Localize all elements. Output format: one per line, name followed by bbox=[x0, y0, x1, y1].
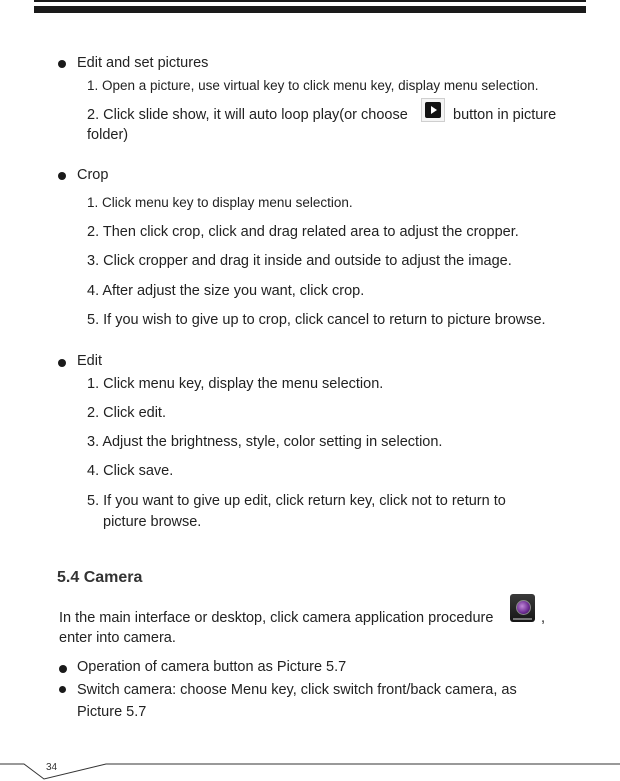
section-heading-camera: 5.4 Camera bbox=[57, 569, 143, 586]
step-text: 1. Click menu key, display the menu selection. bbox=[87, 376, 384, 392]
step-text: folder) bbox=[87, 127, 129, 143]
section-title-edit-set: Edit and set pictures bbox=[77, 55, 209, 71]
step-text: 1. Open a picture, use virtual key to click menu key, display menu selection. bbox=[87, 78, 539, 93]
camera-app-icon bbox=[510, 594, 535, 622]
step-text: 2. Click edit. bbox=[87, 405, 166, 421]
step-text: 1. Click menu key to display menu selection. bbox=[87, 195, 353, 210]
step-text: 5. If you wish to give up to crop, click cancel to return to picture browse. bbox=[87, 312, 546, 328]
step-text: button in picture bbox=[453, 107, 557, 123]
play-icon bbox=[421, 98, 445, 122]
step-text: 3. Click cropper and drag it inside and outside to adjust the image. bbox=[87, 253, 512, 269]
camera-bullet: Operation of camera button as Picture 5.7 bbox=[77, 659, 347, 675]
bullet bbox=[59, 686, 66, 693]
camera-intro-comma: , bbox=[541, 610, 546, 626]
play-icon-bg bbox=[425, 102, 441, 118]
top-rule-thin bbox=[34, 0, 586, 2]
step-text: picture browse. bbox=[103, 514, 202, 530]
section-title-edit: Edit bbox=[77, 353, 102, 369]
step-text: 4. Click save. bbox=[87, 463, 174, 479]
footer-rule bbox=[0, 755, 620, 781]
camera-bullet: Picture 5.7 bbox=[77, 704, 147, 720]
step-text: 2. Then click crop, click and drag related area to adjust the cropper. bbox=[87, 224, 519, 240]
camera-lens bbox=[516, 600, 531, 615]
top-rule bbox=[34, 6, 586, 13]
camera-label-bar bbox=[513, 618, 532, 620]
step-text: 4. After adjust the size you want, click crop. bbox=[87, 283, 365, 299]
step-text: 5. If you want to give up edit, click return key, click not to return to bbox=[87, 493, 506, 509]
play-triangle bbox=[431, 106, 437, 114]
bullet bbox=[58, 60, 66, 68]
camera-intro: In the main interface or desktop, click camera application procedure bbox=[59, 610, 494, 626]
camera-bullet: Switch camera: choose Menu key, click switch front/back camera, as bbox=[77, 682, 517, 698]
section-title-crop: Crop bbox=[77, 167, 109, 183]
bullet bbox=[58, 172, 66, 180]
bullet bbox=[58, 359, 66, 367]
camera-intro: enter into camera. bbox=[59, 630, 176, 646]
step-text: 2. Click slide show, it will auto loop play(or choose bbox=[87, 107, 408, 123]
page-number: 34 bbox=[46, 762, 58, 773]
step-text: 3. Adjust the brightness, style, color setting in selection. bbox=[87, 434, 443, 450]
bullet bbox=[59, 665, 67, 673]
